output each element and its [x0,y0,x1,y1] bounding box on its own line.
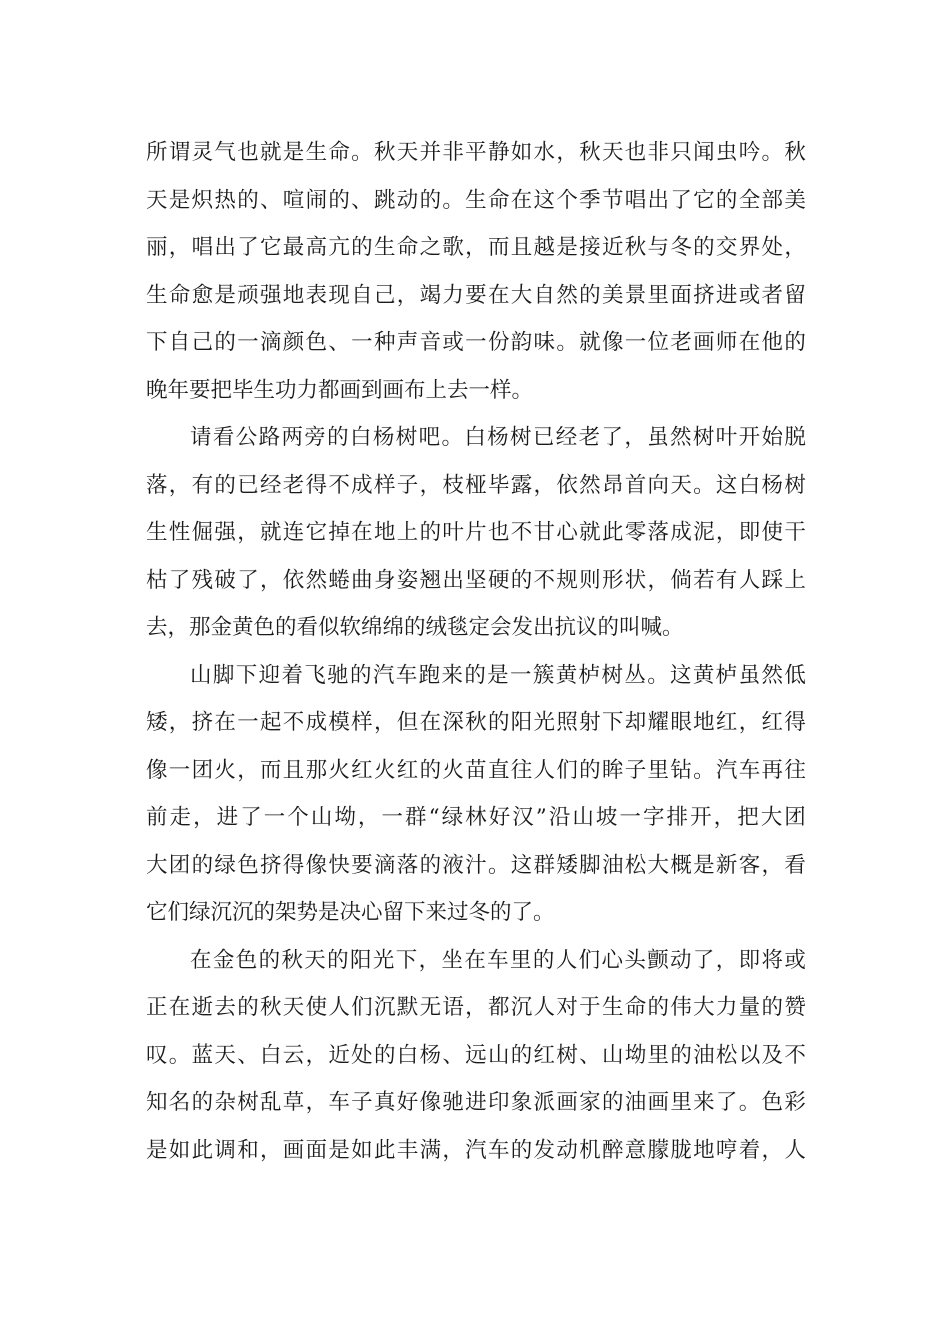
body-text [146,129,806,1174]
text-line: 生 性 倔 强 ， 就 连 它 掉 在 地 上 的 叶 片 也 不 甘 心 就 此 零 落 成 泥 ， 即 使 干 [146,520,806,545]
text-line: 它们绿沉沉的架势是决心留下来过冬的了。 [146,900,555,925]
text-line: 去，那金黄色的看似软绵绵的绒毯定会发出抗议的叫喊。 [146,615,684,640]
text-line: 晚年要把毕生功力都画到画布上去一样。 [146,377,534,403]
text-line: 落 ， 有 的 已 经 老 得 不 成 样 子 ， 枝 桠 毕 露 ， 依 然 昂 首 向 天 。 这 白 杨 树 [146,472,806,498]
text-line: 生 命 愈 是 顽 强 地 表 现 自 己 ， 竭 力 要 在 大 自 然 的 美 景 里 面 挤 进 或 者 留 [146,282,806,308]
text-line: 天 是 炽 热 的 、 喧 闹 的 、 跳 动 的 。 生 命 在 这 个 季 节 唱 出 了 它 的 全 部 美 [146,187,806,213]
text-line: 大 团 的 绿 色 挤 得 像 快 要 滴 落 的 液 汁 。 这 群 矮 脚 油 松 大 概 是 新 客 ， 看 [146,852,806,878]
text-line: 前 走 ， 进 了 一 个 山 坳 ， 一 群 “ 绿 林 好 汉 ” 沿 山 坡 一 字 排 开 ， 把 大 团 [146,805,806,830]
text-line: 请 看 公 路 两 旁 的 白 杨 树 吧 。 白 杨 树 已 经 老 了 ， 虽 然 树 叶 开 始 脱 [190,425,806,450]
text-line: 在 金 色 的 秋 天 的 阳 光 下 ， 坐 在 车 里 的 人 们 心 头 颤 动 了 ， 即 将 或 [190,947,806,973]
text-line: 正 在 逝 去 的 秋 天 使 人 们 沉 默 无 语 ， 都 沉 人 对 于 生 命 的 伟 大 力 量 的 赞 [146,995,806,1020]
text-line: 下 自 己 的 一 滴 颜 色 、 一 种 声 音 或 一 份 韵 味 。 就 像 一 位 老 画 师 在 他 的 [146,330,806,355]
text-line: 枯 了 残 破 了 ， 依 然 蜷 曲 身 姿 翘 出 坚 硬 的 不 规 则 形 状 ， 倘 若 有 人 踩 上 [146,567,806,593]
text-line: 山 脚 下 迎 着 飞 驰 的 汽 车 跑 来 的 是 一 簇 黄 栌 树 丛 。 这 黄 栌 虽 然 低 [190,662,806,688]
text-line: 丽 ， 唱 出 了 它 最 高 亢 的 生 命 之 歌 ， 而 且 越 是 接 近 秋 与 冬 的 交 界 处 ， [146,235,806,260]
text-line: 知 名 的 杂 树 乱 草 ， 车 子 真 好 像 驰 进 印 象 派 画 家 的 油 画 里 来 了 。 色 彩 [146,1090,806,1115]
text-line: 叹 。 蓝 天 、 白 云 ， 近 处 的 白 杨 、 远 山 的 红 树 、 山 坳 里 的 油 松 以 及 不 [146,1042,806,1068]
text-line: 是 如 此 调 和 ， 画 面 是 如 此 丰 满 ， 汽 车 的 发 动 机 醉 意 朦 胧 地 哼 着 ， 人 [146,1137,806,1163]
text-line: 所 谓 灵 气 也 就 是 生 命 。 秋 天 并 非 平 静 如 水 ， 秋 天 也 非 只 闻 虫 吟 。 秋 [146,140,806,165]
text-line: 像 一 团 火 ， 而 且 那 火 红 火 红 的 火 苗 直 往 人 们 的 眸 子 里 钻 。 汽 车 再 往 [146,757,806,783]
text-line: 矮 ， 挤 在 一 起 不 成 模 样 ， 但 在 深 秋 的 阳 光 照 射 下 却 耀 眼 地 红 ， 红 得 [146,710,806,735]
